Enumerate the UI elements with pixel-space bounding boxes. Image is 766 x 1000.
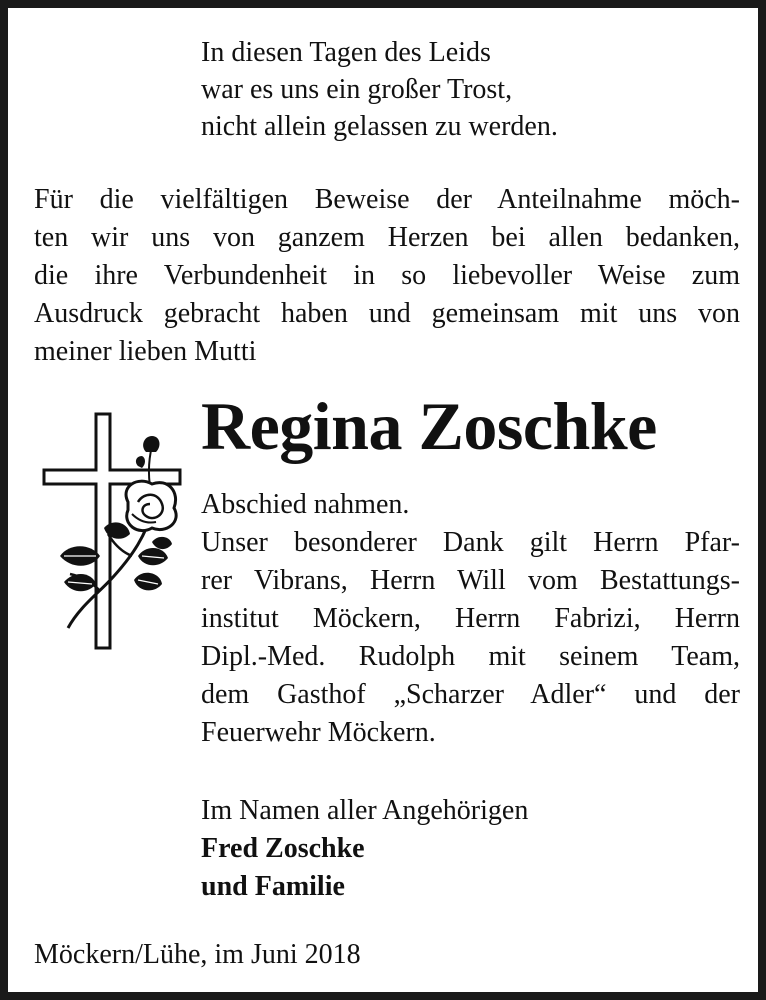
memorial-poem	[201, 34, 558, 145]
signature-family: und Familie	[201, 871, 345, 902]
signature-intro: Im Namen aller Angehörigen	[201, 795, 529, 826]
special-thanks	[201, 486, 740, 752]
cross-with-rose-icon	[34, 406, 186, 654]
deceased-name: Regina Zoschke	[201, 388, 657, 464]
thanks-line: Feuerwehr Möckern.	[201, 717, 436, 748]
intro-line: Ausdruck gebracht haben und gemeinsam mit uns von	[34, 298, 740, 329]
thanks-line: Unser besonderer Dank gilt Herrn Pfar-	[201, 527, 740, 558]
thanks-line: Dipl.-Med. Rudolph mit seinem Team,	[201, 641, 740, 672]
thanks-line: institut Möckern, Herrn Fabrizi, Herrn	[201, 603, 740, 634]
place-and-date: Möckern/Lühe, im Juni 2018	[34, 939, 361, 970]
poem-line: war es uns ein großer Trost,	[201, 74, 513, 105]
thanks-line: Abschied nahmen.	[201, 489, 410, 520]
intro-line: Für die vielfältigen Beweise der Anteilnahme möch-	[34, 184, 740, 215]
poem-line: nicht allein gelassen zu werden.	[201, 111, 558, 142]
intro-line: ten wir uns von ganzem Herzen bei allen bedanken,	[34, 222, 740, 253]
thanks-line: dem Gasthof „Scharzer Adler“ und der	[201, 679, 740, 710]
signature-name: Fred Zoschke	[201, 833, 365, 864]
thank-you-intro	[34, 181, 740, 371]
signature-block	[201, 792, 528, 906]
intro-line: meiner lieben Mutti	[34, 336, 257, 367]
thanks-line: rer Vibrans, Herrn Will vom Bestattungs-	[201, 565, 740, 596]
poem-line: In diesen Tagen des Leids	[201, 37, 491, 68]
intro-line: die ihre Verbundenheit in so liebevoller Weise zum	[34, 260, 740, 291]
